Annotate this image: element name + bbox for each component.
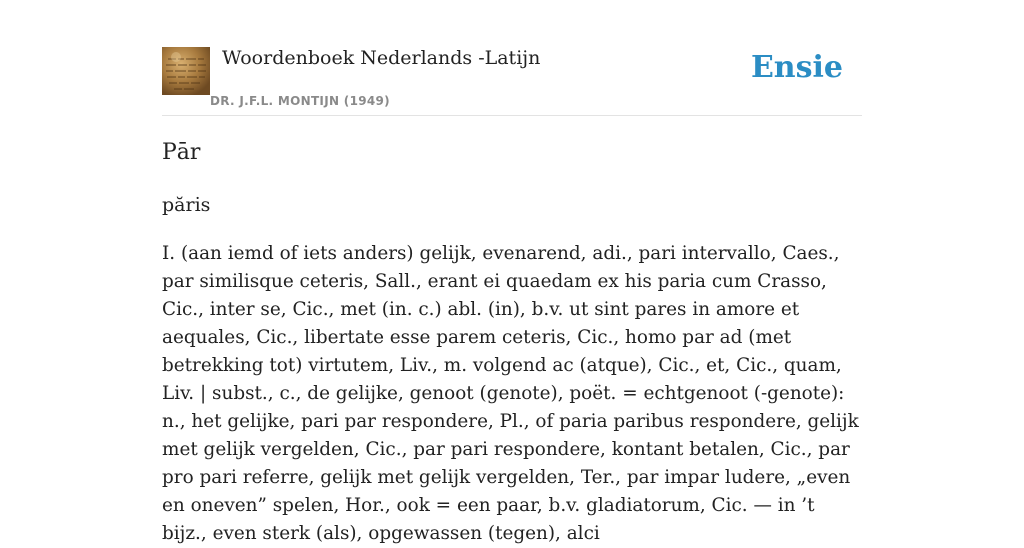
dictionary-title[interactable]: Woordenboek Nederlands -Latijn [222, 47, 541, 69]
ancient-inscription-tablet-icon[interactable] [162, 47, 210, 95]
avatar-image [162, 47, 210, 95]
entry-genitive: pări̇s [162, 194, 211, 216]
entry-headword: Pār [162, 140, 201, 165]
ensie-logo[interactable]: Ensie [750, 50, 843, 85]
entry-definition: I. (aan iemd of iets anders) gelijk, evenarend, adi., pari intervallo, Caes., par similisque ceteris, Sall., erant ei quaedam ex his paria cum Crasso, Cic., inter se, Cic., met (in. c.) abl. (in), b.v. ut sint pares in amore et aequales, Cic., libertate esse parem ceteris, Cic., homo par ad (met betrekking tot) virtutem, Liv., m. volgend ac (atque), Cic., et, Cic., quam, Liv. | subst., c., de gelijke, genoot (genote), poët. = echtgenoot (-genote): n., het gelijke, pari par respondere, Pl., of paria paribus respondere, gelijk met gelijk vergelden, Cic., par pari respondere, kontant betalen, Cic., par pro pari referre, gelijk met gelijk vergelden, Ter., par impar ludere, „even en oneven” spelen, Hor., ook = een paar, b.v. gladiatorum, Cic. — in ’t bijz., even sterk (als), opgewassen (tegen), alci [162, 243, 859, 544]
dictionary-header [162, 46, 862, 116]
dictionary-author: DR. J.F.L. MONTIJN (1949) [210, 94, 390, 108]
header-divider [162, 115, 862, 116]
